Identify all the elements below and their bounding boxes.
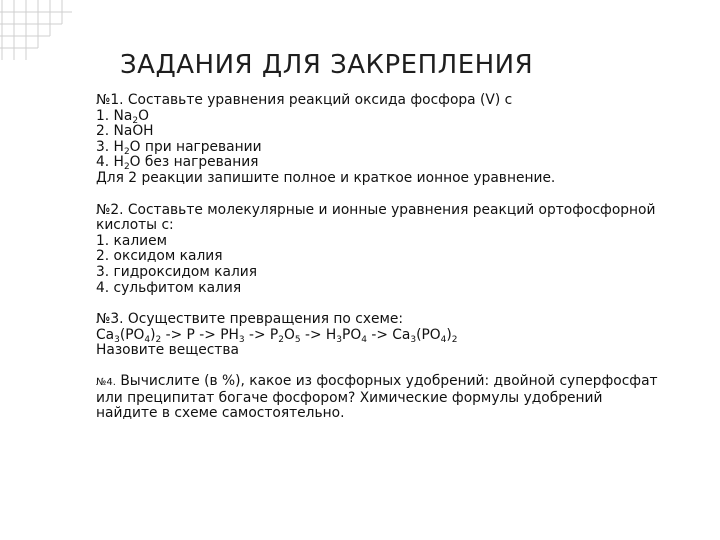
- task-2-item: 1. калием: [96, 232, 168, 249]
- slide-content: [96, 93, 706, 422]
- task-2-item: 4. сульфитом калия: [96, 279, 242, 296]
- task-2-item: 2. оксидом калия: [96, 248, 223, 265]
- task-4-line: найдите в схеме самостоятельно.: [96, 405, 345, 422]
- task-1: [96, 93, 706, 187]
- task-3: [96, 312, 706, 359]
- task-1-item: 1. $Na_2O$: [96, 107, 149, 126]
- task-4: [96, 374, 706, 422]
- slide-title: ЗАДАНИЯ ДЛЯ ЗАКРЕПЛЕНИЯ: [120, 50, 534, 80]
- task-2-header-cont: кислоты с:: [96, 217, 174, 234]
- task-1-item: 3. $H_2O$ при нагревании: [96, 138, 262, 157]
- corner-decoration: [0, 0, 80, 60]
- task-3-header: №3. Осуществите превращения по схеме:: [96, 311, 404, 328]
- task-2-item: 3. гидроксидом калия: [96, 263, 258, 280]
- task-4-number: №4.: [96, 376, 116, 388]
- task-1-item: 4. $H_2O$ без нагревания: [96, 154, 259, 173]
- task-4-line: или преципитат богаче фосфором? Химические формулы удобрений: [96, 389, 603, 406]
- task-2-header: №2. Составьте молекулярные и ионные уравнения реакций ортофосфорной: [96, 201, 656, 218]
- task-3-scheme: $Ca_3(PO_4)_2 -> P -> PH_3 -> P_2O_5 -> H_3PO_4 -> Ca_3(PO_4)_2$: [96, 326, 458, 345]
- task-1-header: №1. Составьте уравнения реакций оксида фосфора (V) с: [96, 92, 513, 108]
- task-1-note: Для 2 реакции запишите полное и краткое ионное уравнение.: [96, 169, 556, 186]
- task-4-line: №4. Вычислите (в %), какое из фосфорных удобрений: двойной суперфосфат: [96, 372, 658, 389]
- task-1-item: 2. NaOH: [96, 123, 154, 140]
- task-3-note: Назовите вещества: [96, 342, 239, 359]
- task-2: [96, 203, 706, 297]
